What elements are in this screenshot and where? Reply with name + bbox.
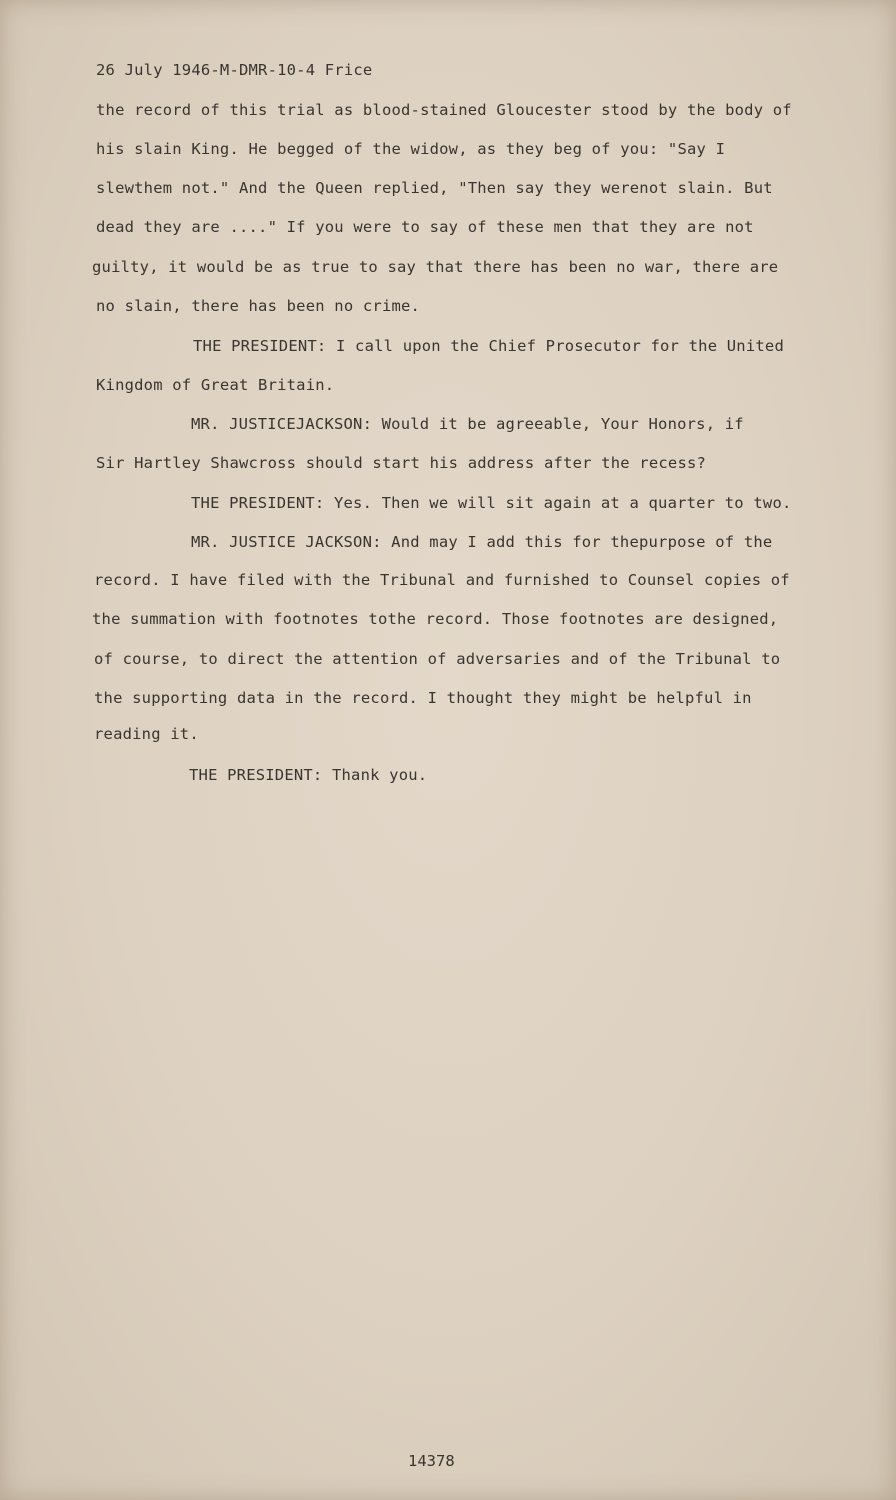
- text-line-4: dead they are ...." If you were to say of these men that they are not: [96, 218, 754, 236]
- page-number: 14378: [408, 1452, 455, 1470]
- text-line-17: reading it.: [94, 725, 199, 743]
- text-line-11: THE PRESIDENT: Yes. Then we will sit again at a quarter to two.: [191, 494, 792, 512]
- text-line-12: MR. JUSTICE JACKSON: And may I add this for thepurpose of the: [191, 533, 773, 551]
- text-line-8: Kingdom of Great Britain.: [96, 376, 335, 394]
- text-line-6: no slain, there has been no crime.: [96, 297, 421, 315]
- text-line-14: the summation with footnotes tothe record. Those footnotes are designed,: [92, 610, 779, 628]
- page-header: 26 July 1946-M-DMR-10-4 Frice: [96, 61, 373, 79]
- text-line-5: guilty, it would be as true to say that there has been no war, there are: [92, 258, 779, 276]
- text-line-18: THE PRESIDENT: Thank you.: [189, 766, 428, 784]
- text-line-9: MR. JUSTICEJACKSON: Would it be agreeable, Your Honors, if: [191, 415, 744, 433]
- text-line-15: of course, to direct the attention of adversaries and of the Tribunal to: [94, 650, 781, 668]
- text-line-2: his slain King. He begged of the widow, as they beg of you: "Say I: [96, 140, 726, 158]
- text-line-16: the supporting data in the record. I thought they might be helpful in: [94, 689, 752, 707]
- text-line-7: THE PRESIDENT: I call upon the Chief Prosecutor for the United: [193, 337, 784, 355]
- text-line-1: the record of this trial as blood-stained Gloucester stood by the body of: [96, 101, 792, 119]
- text-line-3: slewthem not." And the Queen replied, "Then say they werenot slain. But: [96, 179, 773, 197]
- text-line-10: Sir Hartley Shawcross should start his address after the recess?: [96, 454, 707, 472]
- text-line-13: record. I have filed with the Tribunal and furnished to Counsel copies of: [94, 571, 790, 589]
